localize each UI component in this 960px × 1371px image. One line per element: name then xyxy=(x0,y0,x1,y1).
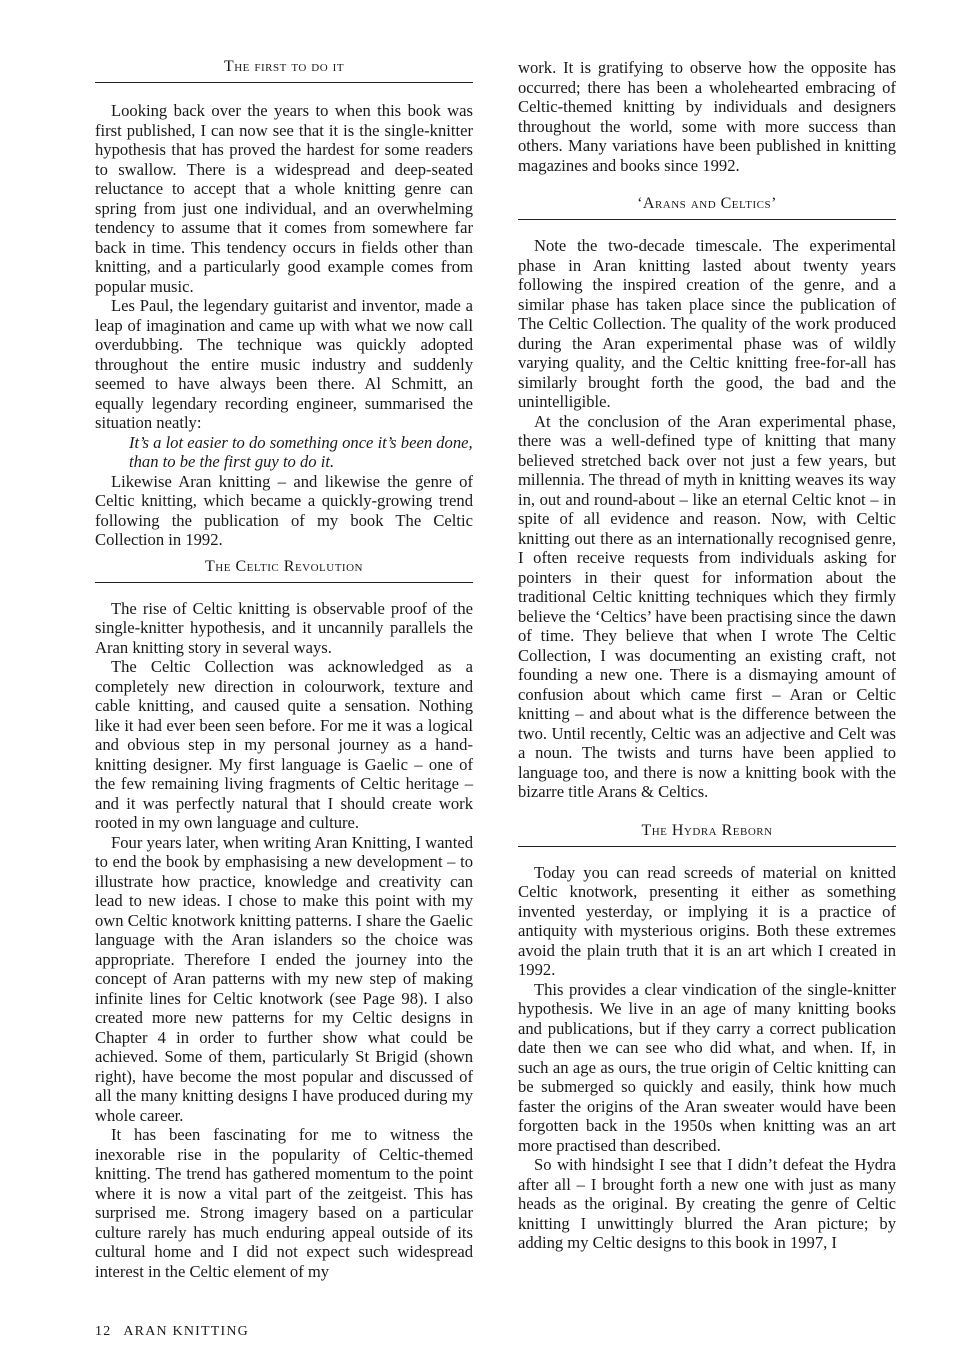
heading-rule xyxy=(518,219,896,220)
running-title: ARAN KNITTING xyxy=(123,1324,249,1339)
paragraph: At the conclusion of the Aran experimental phase, there was a well-defined type of knitting that many believed stretched back over not just a few years, but millennia. The thread of myth in knitting weaves its way in, out and round-about – like an eternal Celtic knot – in spite of all evidence and reason. Now, with Celtic knitting out there as an internationally recognised genre, I often receive requests from individuals asking for pointers in their quest for information about the traditional Celtic knitting techniques which they firmly believe the ‘Celtics’ have been practising since the dawn of time. They believe that when I wrote The Celtic Collection, I was documenting an existing craft, not founding a new one. There is a dismaying amount of confusion about which came first – Aran or Celtic knitting – and about what is the difference between the two. Until recently, Celtic was an adjective and Celt was a noun. The twists and turns have been applied to language too, and there is now a knitting book with the bizarre title Arans & Celtics. xyxy=(518,411,896,801)
paragraph: Looking back over the years to when this book was first published, I can now see that it is the single-knitter hypothesis that has proved the hardest for some readers to swallow. There is a widespread and deep-seated reluctance to accept that a whole knitting genre can spring from just one individual, and an overwhelming tendency to assume that it comes from somewhere far back in time. This tendency occurs in fields other than knitting, and a particularly good example comes from popular music. xyxy=(95,101,473,296)
right-column xyxy=(518,58,896,1253)
heading-rule xyxy=(95,82,473,83)
paragraph: Note the two-decade timescale. The experimental phase in Aran knitting lasted about twenty years following the inspired creation of the genre, and a similar phase has taken place since the publication of The Celtic Collection. The quality of the work produced during the Aran experimental phase was of wildly varying quality, and the Celtic knitting free-for-all has similarly brought forth the good, the bad and the unintelligible. xyxy=(518,236,896,411)
paragraph: The Celtic Collection was acknowledged as a completely new direction in colourwork, texture and cable knitting, and caused quite a sensation. Nothing like it had ever been seen before. For me it was a logical and obvious step in my personal journey as a hand-knitting designer. My first language is Gaelic – one of the few remaining living fragments of Celtic heritage – and it was perfectly natural that I should create work rooted in my own language and culture. xyxy=(95,657,473,832)
section-heading-arans-and-celtics: ‘Arans and Celtics’ xyxy=(637,195,777,212)
section-heading-celtic-revolution: The Celtic Revolution xyxy=(205,557,363,575)
paragraph: work. It is gratifying to observe how the opposite has occurred; there has been a wholehearted embracing of Celtic-themed knitting by individuals and designers throughout the world, some with more success than others. Many variations have been published in knitting magazines and books since 1992. xyxy=(518,58,896,175)
paragraph: Four years later, when writing Aran Knitting, I wanted to end the book by emphasising a new development – to illustrate how practice, knowledge and creativity can lead to new ideas. I chose to make this point with my own Celtic knotwork knitting patterns. I share the Gaelic language with the Aran islanders so the choice was appropriate. Therefore I ended the journey into the concept of Aran patterns with my new step of making infinite lines for Celtic knotwork (see Page 98). I also created more new patterns for my Celtic designs in Chapter 4 in order to further show what could be achieved. Some of them, particularly St Brigid (shown right), have become the most popular and discussed of all the many knitting designs I have produced during my whole career. xyxy=(95,832,473,1125)
paragraph: Today you can read screeds of material on knitted Celtic knotwork, presenting it either as something invented yesterday, or implying it is a practice of antiquity with mysterious origins. Both these extremes avoid the plain truth that it is an art which I created in 1992. xyxy=(518,862,896,979)
paragraph: So with hindsight I see that I didn’t defeat the Hydra after all – I brought forth a new one with just as many heads as the original. By creating the genre of Celtic knitting I unwittingly blurred the Aran picture; by adding my Celtic designs to this book in 1997, I xyxy=(518,1155,896,1252)
paragraph: It has been fascinating for me to witness the inexorable rise in the popularity of Celtic-themed knitting. The trend has gathered momentum to the point where it is now a vital part of the zeitgeist. This has surprised me. Strong imagery based on a particular culture rarely has much enduring appeal outside of its cultural home and I did not expect such widespread interest in the Celtic element of my xyxy=(95,1125,473,1281)
heading-rule xyxy=(95,582,473,583)
left-column xyxy=(95,56,473,1281)
section-heading-first-to-do-it: The first to do it xyxy=(223,58,345,75)
section-heading-hydra-reborn: The Hydra Reborn xyxy=(641,821,773,839)
paragraph: This provides a clear vindication of the single-knitter hypothesis. We live in an age of many knitting books and publications, but if they carry a correct publication date then we can see who did what, and when. If, in such an age as ours, the true origin of Celtic knitting can be submerged so quickly and easily, think how much faster the origins of the Aran sweater would have been forgotten back in the 1950s when knitting was an art more practised than described. xyxy=(518,979,896,1155)
page-number: 12 xyxy=(95,1324,112,1339)
paragraph: The rise of Celtic knitting is observable proof of the single-knitter hypothesis, and it uncannily parallels the Aran knitting story in several ways. xyxy=(95,598,473,657)
heading-rule xyxy=(518,846,896,847)
paragraph: Likewise Aran knitting – and likewise the genre of Celtic knitting, which became a quickly-growing trend following the publication of my book The Celtic Collection in 1992. xyxy=(95,471,473,549)
paragraph: Les Paul, the legendary guitarist and inventor, made a leap of imagination and came up with what we now call overdubbing. The technique was quickly adopted throughout the entire music industry and suddenly seemed to have always been there. Al Schmitt, an equally legendary recording engineer, summarised the situation neatly: xyxy=(95,296,473,432)
page-footer xyxy=(95,1324,249,1340)
block-quote: It’s a lot easier to do something once it’s been done, than to be the first guy to do it. xyxy=(129,432,473,471)
